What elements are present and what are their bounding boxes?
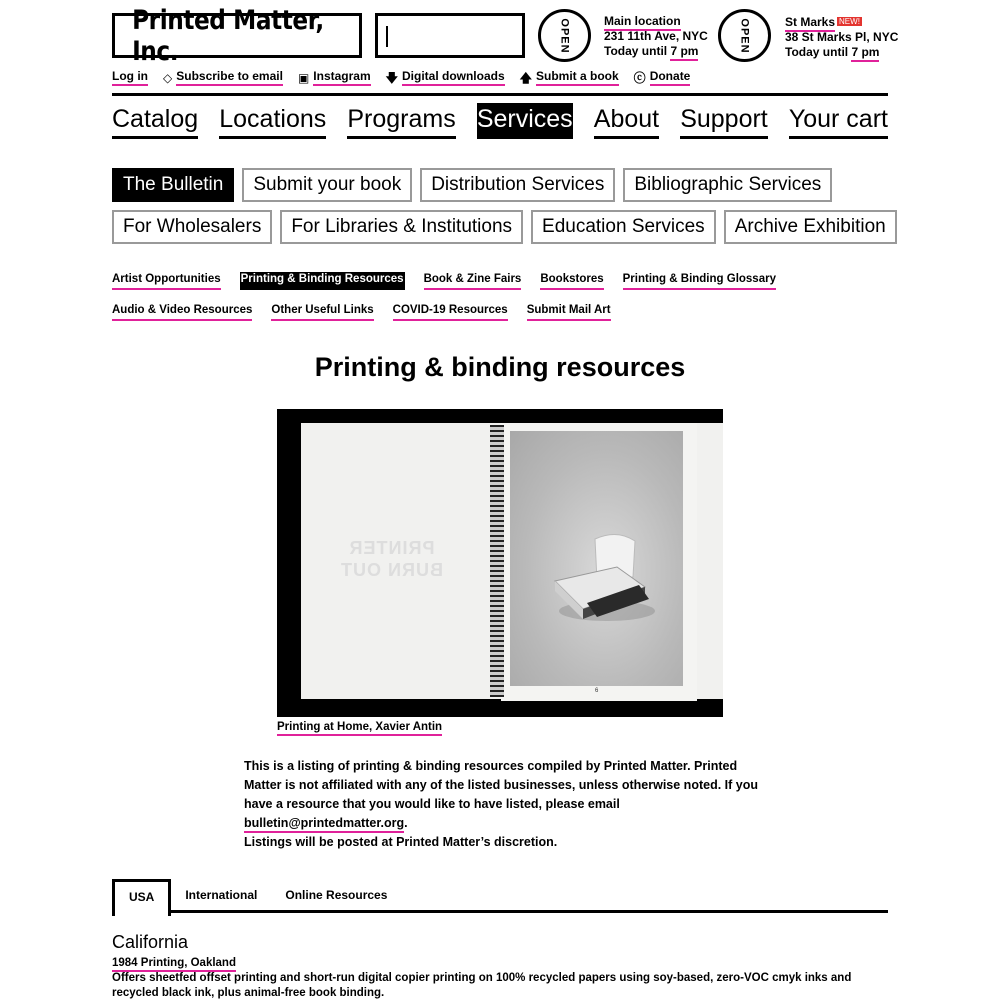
link-book-zine-fairs[interactable]: Book & Zine Fairs (424, 272, 522, 290)
tab-online-resources[interactable]: Online Resources (285, 888, 388, 902)
bulletin-links-row-1 (112, 272, 795, 290)
email-link[interactable]: bulletin@printedmatter.org (244, 816, 404, 833)
location-main (604, 14, 708, 59)
open-status-badge-stmarks: OPEN (718, 9, 771, 62)
section-heading: California (112, 932, 189, 952)
arrow-up-icon: 🡅 (519, 70, 532, 85)
tab-bibliographic-services[interactable]: Bibliographic Services (623, 168, 832, 202)
location-stmarks (785, 14, 898, 60)
link-submit-mail-art[interactable]: Submit Mail Art (527, 303, 611, 321)
subscribe-link[interactable]: ◇ Subscribe to email (163, 69, 283, 85)
digital-downloads-link[interactable]: 🡇 Digital downloads (385, 69, 505, 85)
show-through-text: PRINTER BURN OUT (340, 538, 443, 580)
text-caret (386, 26, 388, 47)
dollar-circle-icon: ⓒ (633, 70, 646, 85)
printer-illustration (547, 529, 657, 629)
nav-services[interactable]: Services (477, 103, 573, 139)
donate-link[interactable]: ⓒ Donate (633, 69, 691, 85)
search-field[interactable] (375, 13, 525, 58)
location-main-link[interactable]: Main location (604, 14, 681, 31)
nav-catalog[interactable]: Catalog (112, 103, 198, 139)
intro-text: This is a listing of printing & binding resources compiled by Printed Matter. Printed Matter is not affiliated with any of the listed businesses, unless otherwise noted. If you have a resource that you would like to have listed, please email bulletin@printedmatter.org. Listings will be posted at Printed Matter’s discretion. (244, 759, 758, 849)
link-printing-binding-glossary[interactable]: Printing & Binding Glossary (623, 272, 776, 290)
nav-programs[interactable]: Programs (347, 103, 455, 139)
listing-title-link[interactable]: 1984 Printing, Oakland (112, 957, 236, 972)
link-other-useful-links[interactable]: Other Useful Links (271, 303, 373, 321)
location-stmarks-address: 38 St Marks Pl, NYC (785, 30, 899, 44)
location-main-address: 231 11th Ave, NYC (604, 29, 708, 43)
site-logo[interactable]: Printed Matter, Inc. (112, 13, 362, 58)
listing-description: Offers sheetfed offset printing and short-run digital copier printing on 100% recycled papers using soy-based, zero-VOC cmyk inks and recycled black ink, plus animal-free book binding. (112, 972, 852, 999)
open-status-badge-main: OPEN (538, 9, 591, 62)
image-caption-link[interactable]: Printing at Home, Xavier Antin (277, 721, 442, 736)
bulletin-links-row-2 (112, 303, 630, 321)
services-nav-row-1 (112, 168, 902, 202)
instagram-link[interactable]: ▣ Instagram (297, 69, 371, 85)
tab-for-wholesalers[interactable]: For Wholesalers (112, 210, 272, 244)
header-divider (112, 93, 888, 96)
link-covid-resources[interactable]: COVID-19 Resources (393, 303, 508, 321)
tab-the-bulletin[interactable]: The Bulletin (112, 168, 234, 202)
book-page-number: 6 (595, 688, 599, 694)
location-main-hours: Today until 7 pm (604, 44, 708, 59)
submit-book-link[interactable]: 🡅 Submit a book (519, 69, 619, 85)
tab-usa[interactable]: USA (112, 879, 171, 916)
login-link[interactable]: Log in (112, 69, 148, 86)
tab-archive-exhibition[interactable]: Archive Exhibition (724, 210, 897, 244)
new-badge: NEW! (839, 17, 860, 26)
spiral-binding (490, 425, 504, 697)
location-stmarks-hours: Today until 7 pm (785, 45, 898, 60)
link-bookstores[interactable]: Bookstores (540, 272, 603, 290)
tab-education-services[interactable]: Education Services (531, 210, 716, 244)
main-nav (112, 103, 888, 139)
link-artist-opportunities[interactable]: Artist Opportunities (112, 272, 221, 290)
nav-locations[interactable]: Locations (219, 103, 326, 139)
nav-cart[interactable]: Your cart (789, 103, 888, 139)
page-title: Printing & binding resources (314, 352, 686, 382)
link-printing-binding-resources[interactable]: Printing & Binding Resources (240, 272, 405, 290)
region-tabs (112, 879, 888, 913)
utility-links (112, 69, 705, 86)
services-nav-row-2 (112, 210, 902, 244)
tag-icon: ◇ (163, 70, 173, 85)
nav-about[interactable]: About (594, 103, 659, 139)
instagram-icon: ▣ (297, 70, 310, 85)
tab-for-libraries[interactable]: For Libraries & Institutions (280, 210, 523, 244)
location-stmarks-link[interactable]: St Marks (785, 15, 835, 32)
feature-image (277, 409, 723, 717)
tab-distribution-services[interactable]: Distribution Services (420, 168, 615, 202)
arrow-down-icon: 🡇 (385, 70, 398, 85)
nav-support[interactable]: Support (680, 103, 768, 139)
tab-international[interactable]: International (185, 888, 258, 902)
search-input[interactable] (378, 16, 522, 55)
link-audio-video-resources[interactable]: Audio & Video Resources (112, 303, 252, 321)
tab-submit-your-book[interactable]: Submit your book (242, 168, 412, 202)
